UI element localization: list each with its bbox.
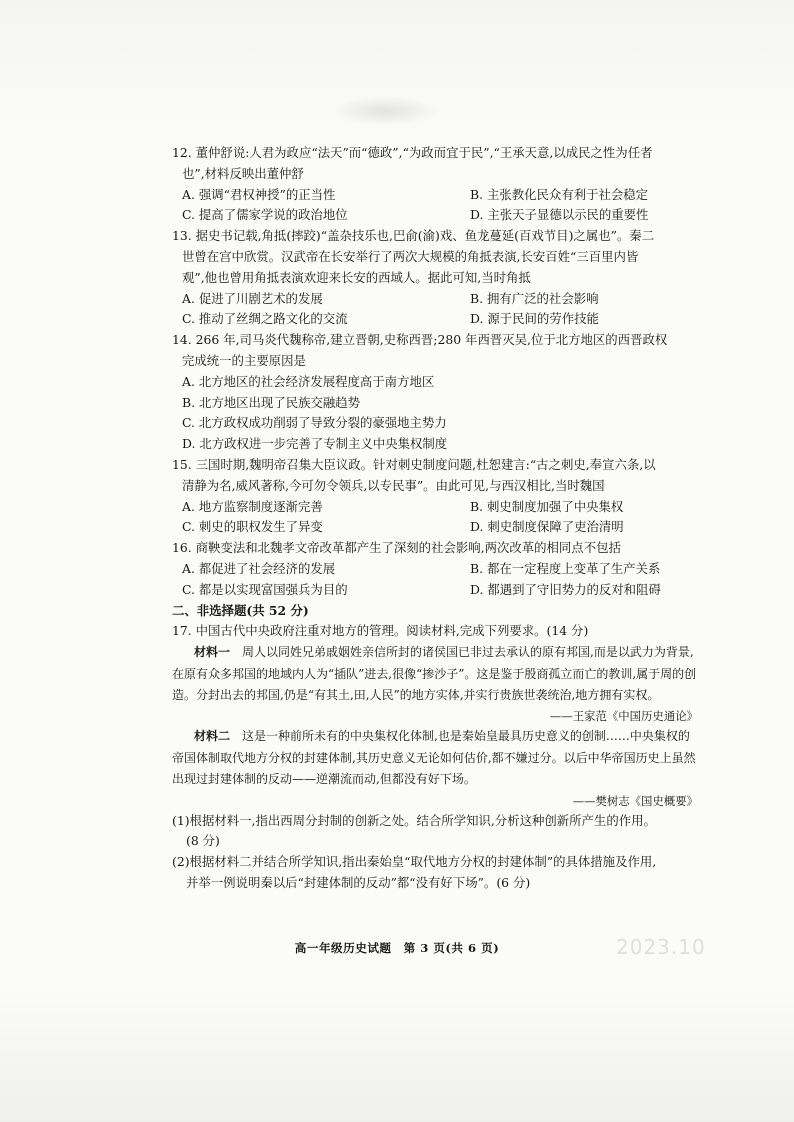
sub-question-2: (2)根据材料二并结合所学知识,指出秦始皇“取代地方分权的封建体制”的具体措施及作用, <box>172 854 657 870</box>
options <box>172 497 698 539</box>
material-text: 这是一种前所未有的中央集权化体制,也是秦始皇最具历史意义的创制……中央集权的帝国体制取代地方分权的封建体制,其历史意义无论如何估价,都不嫌过分。以后中华帝国历史上虽然出现过封建体制的反动——逆潮流而动,但都没有好下场。 <box>172 729 696 787</box>
option-b[interactable]: B. 北方地区出现了民族交融趋势 <box>182 394 361 410</box>
material-one <box>172 642 698 706</box>
option-b[interactable]: B. 拥有广泛的社会影响 <box>470 290 599 306</box>
question-stem-cont: 清静为名,威风著称,今可勿令领兵,以专民事”。由此可见,与西汉相比,当时魏国 <box>182 477 605 493</box>
sub-question-2-cont: 并举一例说明秦以后“封建体制的反动”都“没有好下场”。(6 分) <box>186 874 531 890</box>
option-d[interactable]: D. 源于民间的劳作技能 <box>470 311 599 327</box>
date-stamp-watermark: 2023.10 <box>616 935 706 959</box>
question-stem-cont: 完成统一的主要原因是 <box>182 352 306 368</box>
material-label: 材料二 <box>194 729 243 744</box>
scan-smudge <box>330 96 440 126</box>
question-16 <box>172 538 698 600</box>
material-source: ——王家范《中国历史通论》 <box>549 709 698 724</box>
option-d[interactable]: D. 都遇到了守旧势力的反对和阻碍 <box>470 581 661 597</box>
sub-question-1: (1)根据材料一,指出西周分封制的创新之处。结合所学知识,分析这种创新所产生的作用。 <box>172 812 656 828</box>
option-a[interactable]: A. 都促进了社会经济的发展 <box>182 560 336 576</box>
option-b[interactable]: B. 主张教化民众有利于社会稳定 <box>470 186 649 202</box>
option-a[interactable]: A. 北方地区的社会经济发展程度高于南方地区 <box>182 373 435 389</box>
question-17 <box>172 621 698 893</box>
question-12 <box>172 143 698 226</box>
material-two <box>172 726 698 790</box>
option-c[interactable]: C. 都是以实现富国强兵为目的 <box>182 581 348 597</box>
material-label: 材料一 <box>194 645 243 660</box>
question-stem-cont: 也”,材料反映出董仲舒 <box>182 165 304 181</box>
material-text: 周人以同姓兄弟戚姻姓亲信所封的诸侯国已非过去承认的原有邦国,而是以武力为背景,在原有众多邦国的地域内人为“插队”进去,很像“掺沙子”。这是鉴于殷商孤立而亡的教训,属于周的创造。分封出去的邦国,仍是“有其土,田,人民”的地方实体,并实行贵族世袭统治,地方拥有实权。 <box>172 645 697 702</box>
options <box>172 289 698 331</box>
options <box>172 372 698 455</box>
option-c[interactable]: C. 刺史的职权发生了异变 <box>182 519 323 535</box>
option-c[interactable]: C. 北方政权成功削弱了导致分裂的豪强地主势力 <box>182 415 447 431</box>
page-footer: 高一年级历史试题 第 3 页(共 6 页) <box>294 941 500 955</box>
sub-question-1-cont: (8 分) <box>186 833 220 849</box>
question-stem-cont: 世曾在宫中欣赏。汉武帝在长安举行了两次大规模的角抵表演,长安百姓“三百里内皆 <box>182 248 639 264</box>
option-c[interactable]: C. 推动了丝绸之路文化的交流 <box>182 311 348 327</box>
question-stem: 16. 商鞅变法和北魏孝文帝改革都产生了深刻的社会影响,两次改革的相同点不包括 <box>172 540 621 556</box>
exam-content <box>172 143 698 894</box>
question-15 <box>172 455 698 538</box>
option-a[interactable]: A. 强调“君权神授”的正当性 <box>182 186 336 202</box>
question-stem: 17. 中国古代中央政府注重对地方的管理。阅读材料,完成下列要求。(14 分) <box>172 623 589 639</box>
option-d[interactable]: D. 北方政权进一步完善了专制主义中央集权制度 <box>182 436 448 452</box>
options <box>172 559 698 601</box>
option-a[interactable]: A. 促进了川剧艺术的发展 <box>182 290 323 306</box>
option-b[interactable]: B. 刺史制度加强了中央集权 <box>470 498 624 514</box>
question-13 <box>172 226 698 330</box>
option-b[interactable]: B. 都在一定程度上变革了生产关系 <box>470 560 661 576</box>
question-stem-cont: 观”,他也曾用角抵表演欢迎来长安的西域人。据此可知,当时角抵 <box>182 269 531 285</box>
option-c[interactable]: C. 提高了儒家学说的政治地位 <box>182 207 348 223</box>
option-d[interactable]: D. 主张天子显德以示民的重要性 <box>470 207 649 223</box>
question-14 <box>172 330 698 455</box>
option-d[interactable]: D. 刺史制度保障了吏治清明 <box>470 519 624 535</box>
question-stem: 14. 266 年,司马炎代魏称帝,建立晋朝,史称西晋;280 年西晋灭吴,位于北方地区的西晋政权 <box>172 332 668 348</box>
question-stem: 15. 三国时期,魏明帝召集大臣议政。针对刺史制度问题,杜恕建言:“古之刺史,奉宣六条,以 <box>172 456 656 472</box>
section-heading: 二、非选择题(共 52 分) <box>172 602 309 618</box>
material-source: ——樊树志《国史概要》 <box>572 793 698 808</box>
question-stem: 13. 据史书记载,角抵(摔跤)“盖杂技乐也,巴俞(渝)戏、鱼龙蔓延(百戏节目)之属也”。秦二 <box>172 228 655 244</box>
option-a[interactable]: A. 地方监察制度逐渐完善 <box>182 498 323 514</box>
question-stem: 12. 董仲舒说:人君为政应“法天”而“德政”,“为政而宜于民”,“王承天意,以成民之性为任者 <box>172 145 653 160</box>
options <box>172 185 698 227</box>
